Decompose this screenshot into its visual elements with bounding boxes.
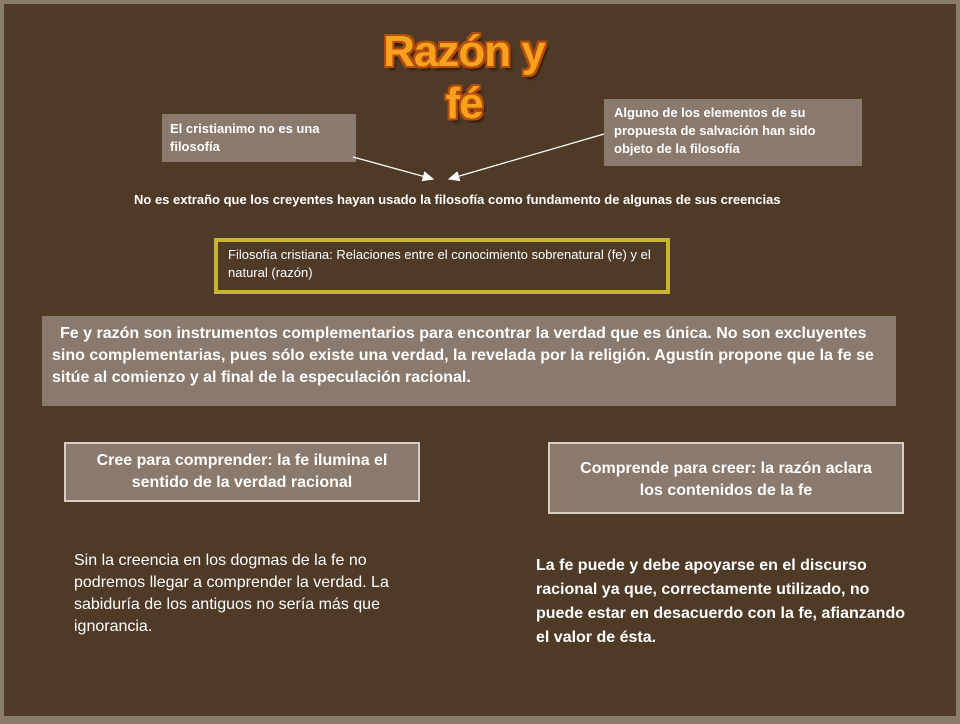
arrow-left [353, 157, 433, 179]
left-heading: Cree para comprender: la fe ilumina el sentido de la verdad racional [64, 442, 420, 502]
note-left: El cristianimo no es una filosofía [162, 114, 356, 162]
definition-box [214, 238, 670, 294]
statement-text: No es extraño que los creyentes hayan usado la filosofía como fundamento de algunas de sus creencias [134, 192, 781, 207]
left-paragraph: Sin la creencia en los dogmas de la fe no podremos llegar a comprender la verdad. La sabiduría de los antiguos no sería más que ignorancia. [74, 552, 389, 635]
note-right: Alguno de los elementos de su propuesta de salvación han sido objeto de la filosofía [604, 99, 862, 166]
right-heading: Comprende para creer: la razón aclara los contenidos de la fe [548, 442, 904, 514]
main-text: Fe y razón son instrumentos complementarios para encontrar la verdad que es única. No son excluyentes sino complementarias, pues sólo existe una verdad, la revelada por la religión. Agustín propone que la fe se sitúe al comienzo y al final de la especulación racional. [52, 325, 874, 386]
arrow-right [449, 134, 604, 179]
main-box [42, 316, 896, 406]
definition-text: Filosofía cristiana: Relaciones entre el conocimiento sobrenatural (fe) y el natural (razón) [228, 247, 651, 280]
right-paragraph: La fe puede y debe apoyarse en el discurso racional ya que, correctamente utilizado, no puede estar en desacuerdo con la fe, afianzando el valor de ésta. [536, 557, 905, 646]
slide-title: Razón y fé [383, 27, 545, 128]
slide [4, 4, 956, 716]
